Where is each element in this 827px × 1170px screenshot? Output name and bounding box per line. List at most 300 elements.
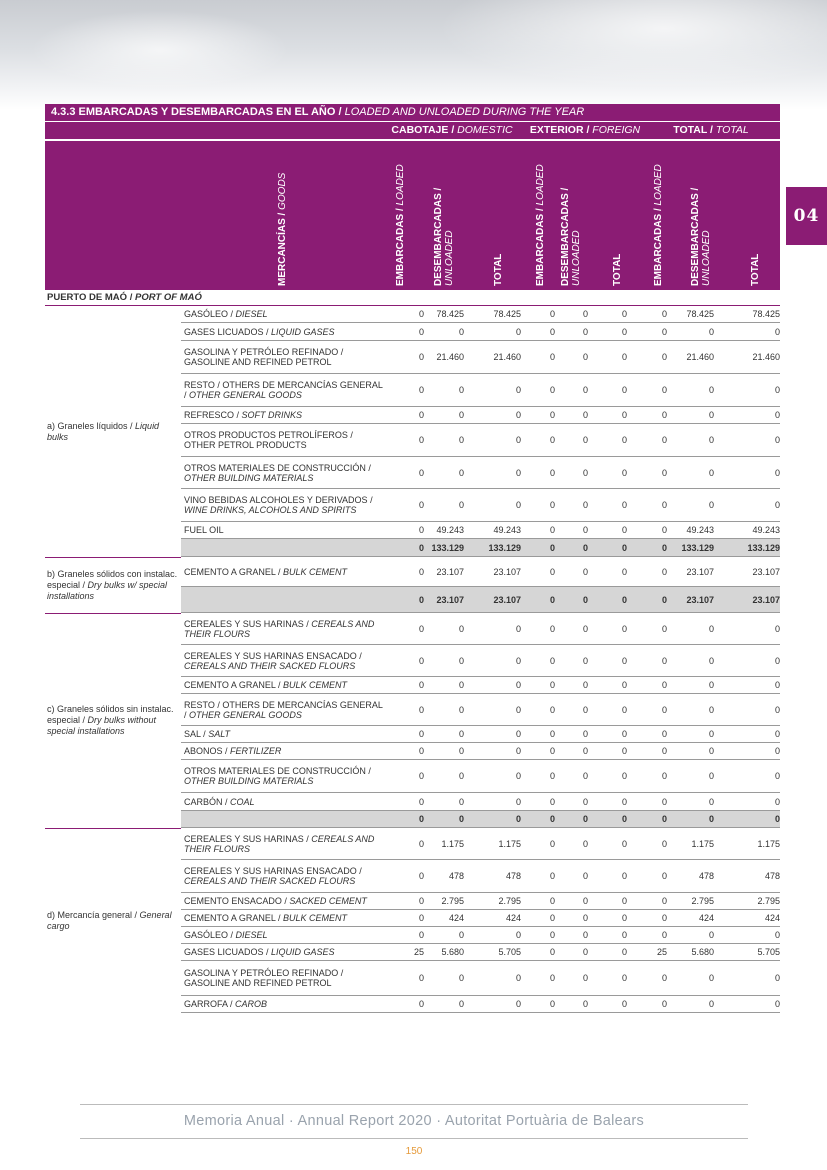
value-cell: 0	[621, 566, 627, 577]
value-cell: 1.175	[757, 838, 780, 849]
value-cell: 78.425	[493, 309, 521, 319]
goods-name: GASÓLEO / DIESEL	[184, 930, 268, 940]
value-cell: 0	[774, 814, 780, 824]
value-cell: 0	[621, 467, 627, 478]
value-cell: 0	[582, 871, 588, 881]
value-cell: 478	[505, 871, 521, 881]
value-cell: 0	[661, 655, 667, 666]
value-cell: 0	[661, 623, 667, 634]
value-cell: 0	[621, 525, 627, 535]
value-cell: 0	[458, 655, 464, 666]
value-cell: 0	[621, 896, 627, 906]
value-cell: 0	[582, 309, 588, 319]
value-cell: 0	[515, 746, 521, 756]
value-cell: 0	[774, 729, 780, 739]
value-cell: 0	[549, 594, 555, 605]
value-cell: 5.680	[691, 947, 714, 957]
value-cell: 0	[661, 796, 667, 807]
value-cell: 0	[708, 326, 714, 337]
value-cell: 0	[661, 930, 667, 940]
value-cell: 23.107	[752, 594, 780, 605]
value-cell: 49.243	[752, 525, 780, 535]
value-cell: 0	[549, 871, 555, 881]
value-cell: 1.175	[498, 838, 521, 849]
value-cell: 0	[418, 352, 424, 362]
value-cell: 0	[661, 525, 667, 535]
value-cell: 0	[582, 566, 588, 577]
value-cell: 0	[661, 973, 667, 983]
value-cell: 0	[621, 973, 627, 983]
value-cell: 0	[418, 385, 424, 395]
category-general-cargo: d) Mercancía general / General cargo	[47, 909, 172, 931]
value-cell: 0	[458, 930, 464, 940]
goods-name: GASOLINA Y PETRÓLEO REFINADO / GASOLINE AND REFINED PETROL	[184, 347, 344, 367]
header-background	[0, 0, 827, 110]
table-row	[181, 424, 780, 457]
value-cell: 0	[708, 500, 714, 510]
goods-name: GASOLINA Y PETRÓLEO REFINADO / GASOLINE AND REFINED PETROL	[184, 968, 344, 988]
value-cell: 424	[505, 913, 521, 923]
value-cell: 0	[418, 655, 424, 666]
value-cell: 0	[515, 930, 521, 940]
value-cell: 0	[549, 796, 555, 807]
table-row	[181, 828, 780, 860]
goods-name: CEREALES Y SUS HARINAS ENSACADO / CEREALS AND THEIR SACKED FLOURS	[184, 650, 362, 671]
page-number: 150	[405, 1146, 423, 1157]
group-total: TOTAL / TOTAL	[673, 124, 749, 136]
table-row	[181, 726, 780, 743]
value-cell: 0	[549, 542, 555, 553]
value-cell: 0	[549, 973, 555, 983]
value-cell: 0	[418, 594, 424, 605]
header-total-loaded: EMBARCADAS / LOADED	[653, 164, 664, 286]
table-row	[181, 760, 780, 793]
goods-name	[184, 811, 384, 827]
value-cell: 0	[661, 385, 667, 395]
value-cell: 0	[774, 704, 780, 715]
value-cell: 0	[774, 467, 780, 478]
value-cell: 0	[621, 655, 627, 666]
value-cell: 0	[661, 500, 667, 510]
value-cell: 1.175	[691, 838, 714, 849]
column-group-header	[45, 122, 780, 139]
value-cell: 0	[582, 410, 588, 420]
value-cell: 0	[661, 896, 667, 906]
goods-name	[184, 539, 384, 556]
value-cell: 0	[515, 435, 521, 445]
value-cell: 0	[549, 352, 555, 362]
header-goods: MERCANCÍAS / GOODS	[277, 172, 288, 286]
value-cell: 0	[774, 655, 780, 666]
value-cell: 49.243	[686, 525, 714, 535]
value-cell: 0	[661, 704, 667, 715]
value-cell: 0	[774, 435, 780, 445]
value-cell: 0	[582, 326, 588, 337]
value-cell: 0	[549, 467, 555, 478]
value-cell: 478	[698, 871, 714, 881]
value-cell: 0	[582, 814, 588, 824]
value-cell: 0	[621, 680, 627, 690]
value-cell: 0	[661, 729, 667, 739]
value-cell: 25	[656, 947, 667, 957]
header-domestic-total: TOTAL	[493, 253, 504, 286]
value-cell: 0	[661, 680, 667, 690]
value-cell: 0	[774, 623, 780, 634]
table-row	[181, 961, 780, 996]
value-cell: 49.243	[493, 525, 521, 535]
table-row	[181, 860, 780, 893]
goods-name: GASES LICUADOS / LIQUID GASES	[184, 947, 335, 957]
value-cell: 0	[582, 973, 588, 983]
value-cell: 0	[661, 594, 667, 605]
value-cell: 0	[661, 566, 667, 577]
value-cell: 0	[708, 746, 714, 756]
value-cell: 0	[661, 838, 667, 849]
value-cell: 0	[708, 771, 714, 781]
value-cell: 478	[764, 871, 780, 881]
value-cell: 0	[458, 729, 464, 739]
value-cell: 0	[708, 704, 714, 715]
value-cell: 0	[549, 746, 555, 756]
value-cell: 0	[582, 435, 588, 445]
value-cell: 0	[418, 729, 424, 739]
value-cell: 0	[458, 623, 464, 634]
value-cell: 0	[774, 930, 780, 940]
footer-divider	[80, 1104, 748, 1105]
value-cell: 133.129	[747, 542, 780, 553]
goods-name: CARBÓN / COAL	[184, 796, 255, 807]
value-cell: 424	[764, 913, 780, 923]
value-cell: 0	[621, 542, 627, 553]
value-cell: 0	[418, 814, 424, 824]
value-cell: 0	[582, 352, 588, 362]
value-cell: 1.175	[441, 838, 464, 849]
value-cell: 0	[549, 680, 555, 690]
value-cell: 0	[515, 500, 521, 510]
header-total-total: TOTAL	[750, 253, 761, 286]
value-cell: 23.107	[493, 594, 521, 605]
value-cell: 0	[621, 947, 627, 957]
header-domestic-unloaded: DESEMBARCADAS / UNLOADED	[433, 187, 455, 286]
table-row	[181, 996, 780, 1013]
value-cell: 0	[549, 566, 555, 577]
footer-text: Memoria Anual · Annual Report 2020 · Autoritat Portuària de Balears	[183, 1113, 645, 1129]
value-cell: 0	[549, 814, 555, 824]
value-cell: 0	[774, 771, 780, 781]
value-cell: 0	[708, 467, 714, 478]
value-cell: 0	[774, 973, 780, 983]
value-cell: 0	[549, 838, 555, 849]
value-cell: 0	[515, 704, 521, 715]
table-row	[181, 893, 780, 910]
value-cell: 0	[549, 930, 555, 940]
value-cell: 0	[549, 309, 555, 319]
value-cell: 0	[661, 913, 667, 923]
header-foreign-total: TOTAL	[612, 253, 623, 286]
value-cell: 0	[458, 814, 464, 824]
table-row	[181, 743, 780, 760]
value-cell: 0	[774, 999, 780, 1009]
value-cell: 0	[458, 771, 464, 781]
value-cell: 0	[582, 796, 588, 807]
goods-name: GASÓLEO / DIESEL	[184, 309, 268, 319]
value-cell: 0	[708, 729, 714, 739]
value-cell: 0	[549, 410, 555, 420]
value-cell: 0	[582, 385, 588, 395]
goods-name: CEREALES Y SUS HARINAS / CEREALS AND THEIR FLOURS	[184, 833, 375, 854]
table-title-es: 4.3.3 EMBARCADAS Y DESEMBARCADAS EN EL AÑO /	[51, 106, 345, 118]
value-cell: 49.243	[436, 525, 464, 535]
value-cell: 0	[418, 930, 424, 940]
value-cell: 0	[549, 896, 555, 906]
value-cell: 0	[661, 352, 667, 362]
value-cell: 0	[621, 999, 627, 1009]
goods-name: CEMENTO A GRANEL / BULK CEMENT	[184, 566, 348, 577]
value-cell: 0	[458, 467, 464, 478]
value-cell: 0	[621, 814, 627, 824]
value-cell: 2.795	[498, 896, 521, 906]
goods-name: OTROS MATERIALES DE CONSTRUCCIÓN / OTHER BUILDING MATERIALS	[184, 462, 371, 483]
table-row	[181, 306, 780, 323]
value-cell: 0	[621, 871, 627, 881]
value-cell: 0	[515, 467, 521, 478]
value-cell: 0	[708, 930, 714, 940]
value-cell: 133.129	[681, 542, 714, 553]
table-row	[181, 793, 780, 811]
value-cell: 0	[621, 352, 627, 362]
table-row	[181, 489, 780, 522]
value-cell: 0	[515, 680, 521, 690]
value-cell: 0	[549, 655, 555, 666]
value-cell: 0	[661, 410, 667, 420]
value-cell: 0	[661, 326, 667, 337]
table-row	[181, 944, 780, 961]
value-cell: 0	[515, 410, 521, 420]
value-cell: 0	[418, 500, 424, 510]
value-cell: 0	[515, 814, 521, 824]
value-cell: 0	[418, 680, 424, 690]
value-cell: 0	[582, 655, 588, 666]
value-cell: 0	[582, 525, 588, 535]
value-cell: 0	[418, 913, 424, 923]
header-foreign-loaded: EMBARCADAS / LOADED	[535, 164, 546, 286]
value-cell: 0	[515, 655, 521, 666]
value-cell: 0	[708, 796, 714, 807]
table-row	[181, 613, 780, 645]
goods-name: RESTO / OTHERS DE MERCANCÍAS GENERAL / OTHER GENERAL GOODS	[184, 380, 383, 400]
value-cell: 0	[582, 896, 588, 906]
value-cell: 0	[621, 729, 627, 739]
table-row	[181, 927, 780, 944]
value-cell: 0	[621, 435, 627, 445]
value-cell: 0	[582, 771, 588, 781]
goods-name: CEREALES Y SUS HARINAS / CEREALS AND THEIR FLOURS	[184, 618, 375, 639]
value-cell: 0	[708, 623, 714, 634]
value-cell: 2.795	[757, 896, 780, 906]
value-cell: 0	[458, 500, 464, 510]
value-cell: 0	[418, 704, 424, 715]
category-liquid-bulks: a) Graneles líquidos / Liquid bulks	[47, 420, 160, 442]
group-foreign: EXTERIOR / FOREIGN	[529, 124, 641, 136]
goods-name: ABONOS / FERTILIZER	[184, 746, 282, 756]
value-cell: 0	[661, 814, 667, 824]
value-cell: 5.705	[498, 947, 521, 957]
value-cell: 0	[621, 771, 627, 781]
value-cell: 0	[549, 704, 555, 715]
footer-divider	[80, 1138, 748, 1139]
value-cell: 0	[458, 326, 464, 337]
value-cell: 0	[515, 326, 521, 337]
value-cell: 0	[418, 525, 424, 535]
value-cell: 0	[661, 542, 667, 553]
table-row	[181, 341, 780, 374]
value-cell: 0	[418, 871, 424, 881]
value-cell: 0	[418, 467, 424, 478]
category-dry-bulks-no-special: c) Graneles sólidos sin instalac. especial / Dry bulks without special installations	[47, 704, 174, 736]
value-cell: 0	[621, 326, 627, 337]
value-cell: 0	[582, 930, 588, 940]
value-cell: 0	[418, 746, 424, 756]
value-cell: 0	[549, 999, 555, 1009]
goods-name: GARROFA / CAROB	[184, 999, 268, 1009]
value-cell: 0	[515, 796, 521, 807]
goods-name: CEMENTO A GRANEL / BULK CEMENT	[184, 913, 348, 923]
value-cell: 0	[661, 771, 667, 781]
value-cell: 0	[708, 410, 714, 420]
value-cell: 0	[549, 729, 555, 739]
goods-name: VINO BEBIDAS ALCOHOLES Y DERIVADOS / WINE DRINKS, ALCOHOLS AND SPIRITS	[184, 495, 373, 515]
value-cell: 0	[549, 500, 555, 510]
value-cell: 0	[621, 410, 627, 420]
value-cell: 0	[418, 410, 424, 420]
subtotal-row	[181, 587, 780, 613]
table-row	[181, 323, 780, 341]
value-cell: 0	[582, 947, 588, 957]
value-cell: 78.425	[686, 309, 714, 319]
goods-name: SAL / SALT	[184, 729, 231, 739]
value-cell: 21.460	[436, 352, 464, 362]
value-cell: 0	[418, 973, 424, 983]
value-cell: 0	[661, 309, 667, 319]
group-domestic: CABOTAJE / DOMESTIC	[391, 124, 513, 136]
value-cell: 23.107	[436, 566, 464, 577]
table-row	[181, 374, 780, 407]
value-cell: 133.129	[431, 542, 464, 553]
value-cell: 0	[549, 525, 555, 535]
goods-name: OTROS MATERIALES DE CONSTRUCCIÓN / OTHER BUILDING MATERIALS	[184, 766, 371, 786]
value-cell: 0	[418, 623, 424, 634]
value-cell: 0	[418, 771, 424, 781]
value-cell: 0	[582, 594, 588, 605]
value-cell: 0	[774, 326, 780, 337]
value-cell: 0	[708, 814, 714, 824]
value-cell: 0	[418, 796, 424, 807]
value-cell: 0	[515, 729, 521, 739]
value-cell: 0	[549, 913, 555, 923]
value-cell: 0	[621, 746, 627, 756]
value-cell: 0	[549, 947, 555, 957]
value-cell: 23.107	[752, 566, 780, 577]
table-row	[181, 457, 780, 489]
value-cell: 0	[621, 385, 627, 395]
goods-name: CEMENTO A GRANEL / BULK CEMENT	[184, 680, 348, 690]
value-cell: 0	[661, 999, 667, 1009]
value-cell: 0	[621, 704, 627, 715]
value-cell: 0	[621, 838, 627, 849]
value-cell: 23.107	[493, 566, 521, 577]
subtotal-row	[181, 539, 780, 557]
value-cell: 0	[582, 500, 588, 510]
value-cell: 0	[458, 973, 464, 983]
table-row	[181, 522, 780, 539]
header-total-unloaded: DESEMBARCADAS / UNLOADED	[690, 187, 712, 286]
section-port-of-mao: PUERTO DE MAÓ / PORT OF MAÓ	[45, 290, 780, 306]
value-cell: 0	[661, 435, 667, 445]
value-cell: 0	[549, 623, 555, 634]
value-cell: 0	[515, 999, 521, 1009]
value-cell: 0	[458, 385, 464, 395]
goods-name: FUEL OIL	[184, 525, 224, 535]
category-dry-bulks-special: b) Graneles sólidos con instalac. especial / Dry bulks w/ special installations	[47, 568, 178, 601]
goods-name: REFRESCO / SOFT DRINKS	[184, 410, 303, 420]
value-cell: 0	[549, 385, 555, 395]
value-cell: 0	[661, 746, 667, 756]
value-cell: 5.705	[757, 947, 780, 957]
value-cell: 0	[515, 771, 521, 781]
table-title	[45, 104, 780, 121]
value-cell: 0	[458, 746, 464, 756]
value-cell: 23.107	[686, 566, 714, 577]
value-cell: 23.107	[436, 594, 464, 605]
value-cell: 0	[621, 500, 627, 510]
value-cell: 0	[774, 410, 780, 420]
value-cell: 0	[774, 500, 780, 510]
value-cell: 23.107	[686, 594, 714, 605]
goods-name	[184, 587, 384, 612]
value-cell: 0	[549, 435, 555, 445]
value-cell: 0	[621, 309, 627, 319]
table-row	[181, 694, 780, 726]
column-header-row	[45, 141, 780, 290]
chapter-tab: 04	[786, 187, 827, 245]
value-cell: 0	[515, 973, 521, 983]
value-cell: 0	[458, 704, 464, 715]
value-cell: 0	[418, 309, 424, 319]
value-cell: 0	[582, 999, 588, 1009]
value-cell: 424	[448, 913, 464, 923]
value-cell: 0	[458, 999, 464, 1009]
value-cell: 0	[582, 680, 588, 690]
subtotal-row	[181, 811, 780, 828]
value-cell: 0	[621, 913, 627, 923]
goods-name: OTROS PRODUCTOS PETROLÍFEROS / OTHER PETROL PRODUCTS	[184, 430, 353, 450]
table-title-en: LOADED AND UNLOADED DURING THE YEAR	[344, 106, 585, 118]
value-cell: 0	[458, 680, 464, 690]
value-cell: 0	[515, 623, 521, 634]
goods-name: CEMENTO ENSACADO / SACKED CEMENT	[184, 896, 367, 906]
value-cell: 0	[708, 435, 714, 445]
value-cell: 0	[774, 796, 780, 807]
value-cell: 21.460	[752, 352, 780, 362]
value-cell: 2.795	[441, 896, 464, 906]
value-cell: 0	[582, 746, 588, 756]
value-cell: 2.795	[691, 896, 714, 906]
table-row	[181, 677, 780, 694]
value-cell: 21.460	[686, 352, 714, 362]
value-cell: 0	[774, 680, 780, 690]
table-row	[181, 557, 780, 587]
value-cell: 0	[549, 771, 555, 781]
